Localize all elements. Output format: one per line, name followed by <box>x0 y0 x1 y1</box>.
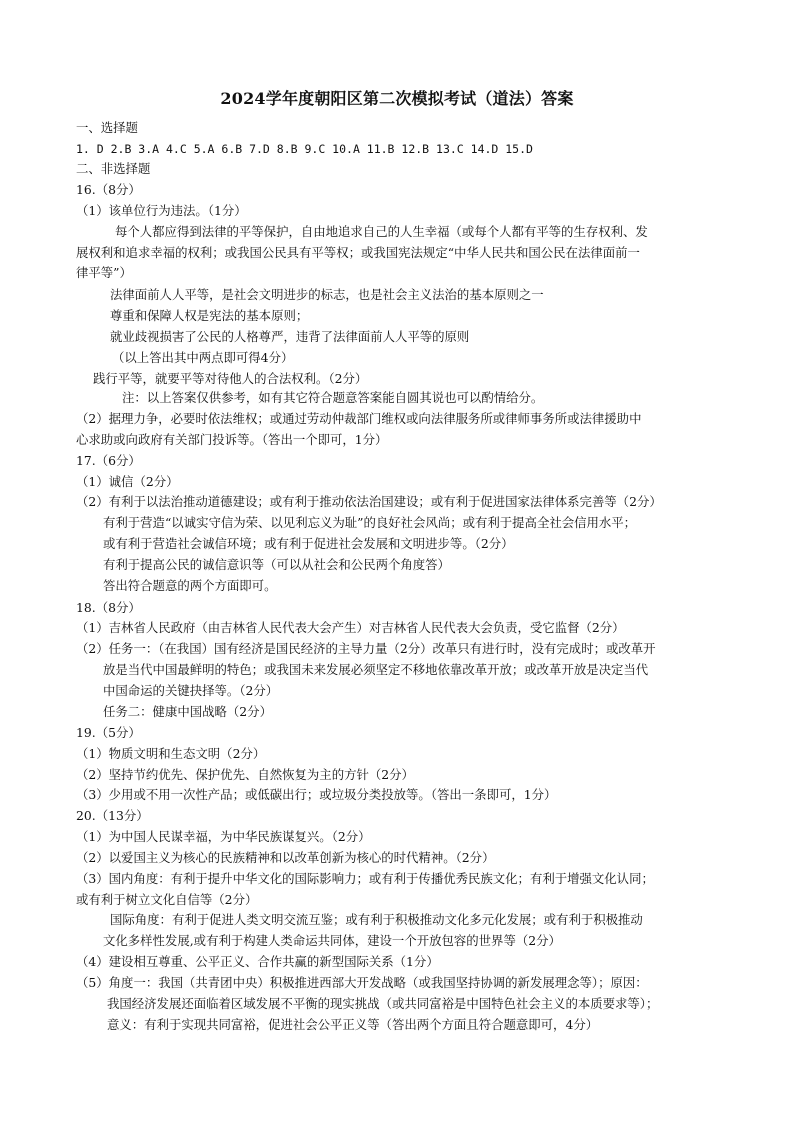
answer-line: （1）为中国人民谋幸福，为中华民族谋复兴。（2分） <box>76 829 371 844</box>
answer-line: 尊重和保障人权是宪法的基本原则； <box>110 308 309 323</box>
note-line: 注：以上答案仅供参考，如有其它符合题意答案能自圆其说也可以酌情给分。 <box>122 390 544 405</box>
question-heading: 17.（6分） <box>76 453 141 468</box>
answer-line: 中国命运的关键抉择等。（2分） <box>103 683 279 698</box>
answer-line: 任务二：健康中国战略（2分） <box>103 704 272 719</box>
answer-line: （2）以爱国主义为核心的民族精神和以改革创新为核心的时代精神。（2分） <box>76 850 495 865</box>
answer-line: 践行平等，就要平等对待他人的合法权利。（2分） <box>93 371 368 386</box>
answer-line: （4）建设相互尊重、公平正义、合作共赢的新型国际关系（1分） <box>76 954 439 969</box>
answer-line: （以上答出其中两点即可得4分） <box>112 350 294 365</box>
answer-line: 或有利于营造社会诚信环境；或有利于促进社会发展和文明进步等。（2分） <box>103 536 514 551</box>
answer-line: 律平等”） <box>76 265 132 280</box>
answer-line: 展权利和追求幸福的权利；或我国公民具有平等权；或我国宪法规定“中华人民共和国公民在法律面前一 <box>76 245 640 260</box>
answer-line: （2）任务一：（在我国）国有经济是国民经济的主导力量（2分）改革只有进行时，没有完成时；或改革开 <box>76 641 656 656</box>
answer-line: （1）吉林省人民政府（由吉林省人民代表大会产生）对吉林省人民代表大会负责，受它监督（2分） <box>76 620 625 635</box>
answer-line: （2）有利于以法治推动道德建设；或有利于推动依法治国建设；或有利于促进国家法律体系完善等（2分） <box>76 494 662 509</box>
answer-line: 国际角度：有利于促进人类文明交流互鉴；或有利于积极推动文化多元化发展；或有利于积极推动 <box>110 912 643 927</box>
answer-line: （1）诚信（2分） <box>76 474 179 489</box>
answer-line: 文化多样性发展,或有利于构建人类命运共同体，建设一个开放包容的世界等（2分） <box>103 933 561 948</box>
answer-line: 就业歧视损害了公民的人格尊严，违背了法律面前人人平等的原则 <box>110 329 470 344</box>
answer-line: （3）少用或不用一次性产品；或低碳出行；或垃圾分类投放等。（答出一条即可，1分） <box>76 787 557 802</box>
answer-line: 有利于提高公民的诚信意识等（可以从社会和公民两个角度答） <box>103 557 450 572</box>
choice-answer-line: 1. D 2.B 3.A 4.C 5.A 6.B 7.D 8.B 9.C 10.A 11.B 12.B 13.C 14.D 15.D <box>76 142 533 156</box>
page-title: 2024学年度朝阳区第二次模拟考试（道法）答案 <box>220 89 574 108</box>
answer-line: （1）该单位行为违法。（1分） <box>76 203 247 218</box>
answer-line: （5）角度一：我国（共青团中央）积极推进西部大开发战略（或我国坚持协调的新发展理念等）；原因： <box>76 975 648 990</box>
section-heading: 一、选择题 <box>76 120 138 135</box>
question-heading: 19.（5分） <box>76 725 141 740</box>
answer-line: （2）据理力争，必要时依法维权；或通过劳动仲裁部门维权或向法律服务所或律师事务所或法律援助中 <box>76 411 642 426</box>
answer-line: （3）国内角度：有利于提升中华文化的国际影响力；或有利于传播优秀民族文化；有利于增强文化认同； <box>76 871 654 886</box>
answer-line: 我国经济发展还面临着区域发展不平衡的现实挑战（或共同富裕是中国特色社会主义的本质要求等）； <box>107 996 659 1011</box>
answer-line: （1）物质文明和生态文明（2分） <box>76 746 266 761</box>
answer-line: 有利于营造“以诚实守信为荣、以见利忘义为耻”的良好社会风尚；或有利于提高全社会信用水平； <box>103 515 637 530</box>
question-heading: 18.（8分） <box>76 600 141 615</box>
answer-line: 答出符合题意的两个方面即可。 <box>103 578 277 593</box>
question-heading: 16.（8分） <box>76 182 141 197</box>
question-heading: 20.（13分） <box>76 808 149 823</box>
answer-line: 每个人都应得到法律的平等保护，自由地追求自己的人生幸福（或每个人都有平等的生存权利、发 <box>115 224 648 239</box>
answer-line: 或有利于树立文化自信等（2分） <box>76 892 258 907</box>
answer-line: 放是当代中国最鲜明的特色；或我国未来发展必须坚定不移地依靠改革开放；或改革开放是决定当代 <box>103 662 649 677</box>
section-heading: 二、非选择题 <box>76 161 151 176</box>
answer-line: 意义：有利于实现共同富裕，促进社会公平正义等（答出两个方面且符合题意即可，4分） <box>107 1017 599 1032</box>
answer-line: 法律面前人人平等，是社会文明进步的标志，也是社会主义法治的基本原则之一 <box>110 287 544 302</box>
answer-line: （2）坚持节约优先、保护优先、自然恢复为主的方针（2分） <box>76 767 414 782</box>
answer-line: 心求助或向政府有关部门投诉等。（答出一个即可，1分） <box>76 432 388 447</box>
